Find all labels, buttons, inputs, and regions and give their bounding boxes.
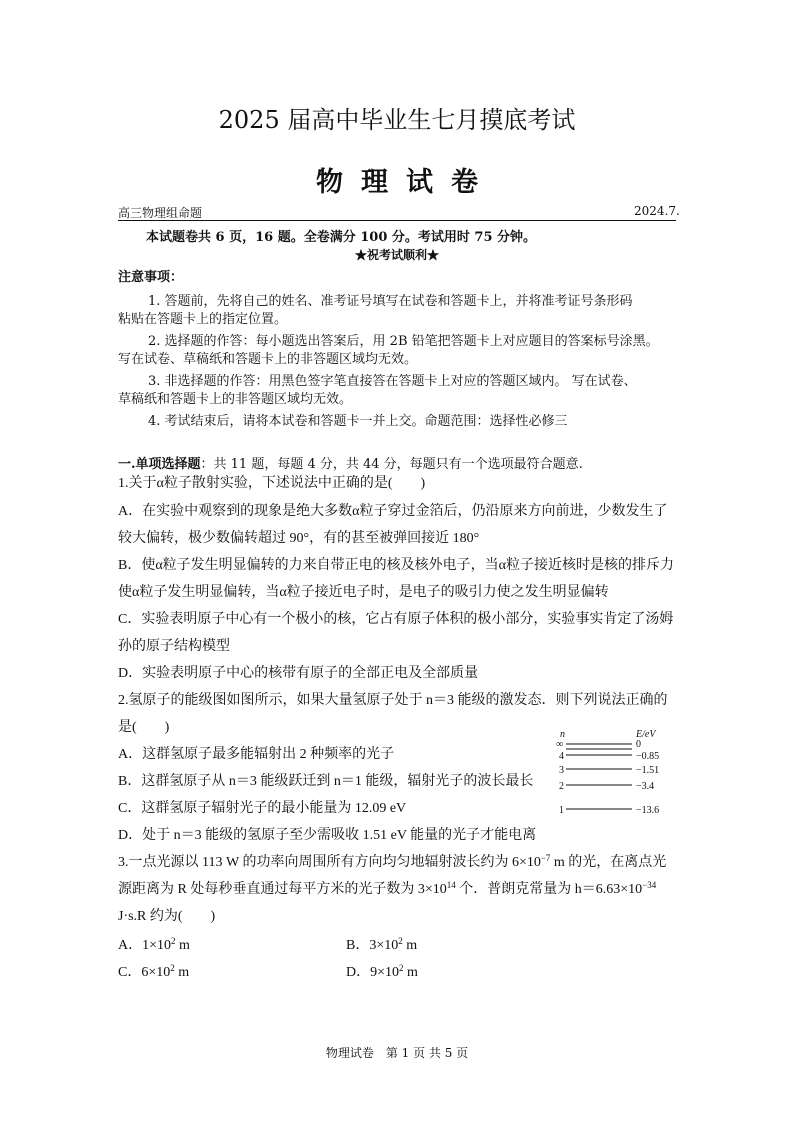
q1-option-b-line-1: B．使α粒子发生明显偏转的力来自带正电的核及核外电子，当α粒子接近核时是核的排斥力 bbox=[118, 558, 675, 573]
page-footer: 物理试卷 第 1 页 共 5 页 bbox=[325, 1046, 469, 1060]
q3-exponent-wavelength: −7 bbox=[540, 853, 551, 863]
q1-option-a-line-1: A．在实验中观察到的现象是绝大多数α粒子穿过金箔后，仍沿原来方向前进，少数发生了 bbox=[118, 504, 668, 519]
note-1-line-2: 粘贴在答题卡上的指定位置。 bbox=[118, 312, 288, 327]
committee-label: 高三物理组命题 bbox=[118, 206, 203, 220]
energy-level-diagram bbox=[552, 728, 672, 824]
note-1-line-1: 1. 答题前，先将自己的姓名、准考证号填写在试卷和答题卡上，并将准考证号条形码 bbox=[148, 294, 633, 309]
header-divider bbox=[118, 220, 676, 221]
note-2-line-1: 2. 选择题的作答：每小题选出答案后，用 2B 铅笔把答题卡上对应题目的答案标号涂黑。 bbox=[148, 334, 659, 349]
level-n-4: 4 bbox=[559, 751, 564, 762]
level-n-3: 3 bbox=[559, 765, 564, 776]
q3-stem-line-1 bbox=[118, 851, 666, 871]
q3-option-d bbox=[346, 961, 418, 981]
note-3-line-1: 3. 非选择题的作答：用黑色签字笔直接答在答题卡上对应的答题区域内。 写在试卷、 bbox=[148, 374, 637, 389]
exam-subject: 物理试卷 bbox=[316, 167, 496, 198]
notes-heading: 注意事项： bbox=[118, 270, 184, 285]
section-heading-desc: ：共 11 题，每题 4 分，共 44 分，每题只有一个选项最符合题意. bbox=[200, 457, 583, 472]
q3-line-2-b: 个．普朗克常量为 h＝6.63×10 bbox=[455, 882, 643, 897]
q2-stem-line-2: 是( ) bbox=[118, 720, 170, 735]
exam-info: 本试题卷共 6 页，16 题。全卷满分 100 分。考试用时 75 分钟。 bbox=[146, 230, 537, 245]
q3-stem-line-2 bbox=[118, 878, 656, 898]
note-3-line-2: 草稿纸和答题卡上的非答题区域均无效。 bbox=[118, 392, 353, 407]
level-n-2: 2 bbox=[559, 781, 564, 792]
q2-option-d: D．处于 n＝3 能级的氢原子至少需吸收 1.51 eV 能量的光子才能电离 bbox=[118, 828, 537, 843]
q3-option-c-unit: m bbox=[174, 965, 190, 980]
level-n-1: 1 bbox=[559, 805, 564, 816]
q1-option-a-line-2: 较大偏转，极少数偏转超过 90°，有的甚至被弹回接近 180° bbox=[118, 531, 480, 546]
q3-option-b-base: B．3×10 bbox=[346, 938, 399, 953]
q3-option-d-base: D．9×10 bbox=[346, 965, 400, 980]
q3-option-a bbox=[118, 934, 190, 954]
q3-option-d-unit: m bbox=[403, 965, 418, 980]
q2-option-c: C．这群氢原子辐射光子的最小能量为 12.09 eV bbox=[118, 801, 407, 816]
n-axis-label: n bbox=[560, 729, 565, 740]
q3-exponent-planck: −34 bbox=[642, 880, 657, 890]
energy-axis-label: E/eV bbox=[636, 729, 656, 740]
q3-option-d-exp: 2 bbox=[399, 963, 404, 973]
level-e-inf: 0 bbox=[636, 739, 641, 750]
exam-date: 2024.7. bbox=[634, 204, 680, 218]
q1-option-c-line-1: C．实验表明原子中心有一个极小的核，它占有原子体积的极小部分，实验事实肯定了汤姆 bbox=[118, 612, 674, 627]
note-2-line-2: 写在试卷、草稿纸和答题卡上的非答题区域均无效。 bbox=[118, 352, 418, 367]
q3-line-1-a: 3.一点光源以 113 W 的功率向周围所有方向均匀地辐射波长约为 6×10 bbox=[118, 855, 541, 870]
q1-option-d: D．实验表明原子中心的核带有原子的全部正电及全部质量 bbox=[118, 666, 479, 681]
q3-option-c-base: C．6×10 bbox=[118, 965, 171, 980]
blessing-text: ★祝考试顺利★ bbox=[354, 248, 439, 262]
level-e-3: −1.51 bbox=[636, 765, 660, 776]
q3-line-1-b: m 的光，在离点光 bbox=[550, 855, 667, 870]
q3-option-b-exp: 2 bbox=[398, 936, 403, 946]
q3-option-b bbox=[346, 934, 417, 954]
q3-option-a-base: A．1×10 bbox=[118, 938, 172, 953]
q3-exponent-count: 14 bbox=[446, 880, 456, 890]
q3-option-a-exp: 2 bbox=[171, 936, 176, 946]
q1-option-b-line-2: 使α粒子发生明显偏转，当α粒子接近电子时，是电子的吸引力使之发生明显偏转 bbox=[118, 585, 609, 600]
level-e-2: −3.4 bbox=[636, 781, 655, 792]
q3-option-c-exp: 2 bbox=[170, 963, 175, 973]
q3-line-2-a: 源距离为 R 处每秒垂直通过每平方米的光子数为 3×10 bbox=[118, 882, 447, 897]
q3-stem-line-3: J·s.R 约为( ) bbox=[118, 909, 216, 924]
q3-option-b-unit: m bbox=[402, 938, 418, 953]
q3-option-c bbox=[118, 961, 189, 981]
level-n-inf: ∞ bbox=[556, 739, 564, 750]
level-e-1: −13.6 bbox=[636, 805, 660, 816]
section-heading-label: 一.单项选择题 bbox=[118, 457, 201, 472]
q1-stem: 1.关于α粒子散射实验，下述说法中正确的是( ) bbox=[118, 476, 426, 491]
q2-option-b: B．这群氢原子从 n＝3 能级跃迁到 n＝1 能级，辐射光子的波长最长 bbox=[118, 774, 534, 789]
q2-option-a: A．这群氢原子最多能辐射出 2 种频率的光子 bbox=[118, 747, 395, 762]
section-heading bbox=[118, 453, 583, 472]
q2-stem-line-1: 2.氢原子的能级图如图所示，如果大量氢原子处于 n＝3 能级的激发态．则下列说法正确的 bbox=[118, 693, 668, 708]
note-4: 4. 考试结束后，请将本试卷和答题卡一并上交。命题范围：选择性必修三 bbox=[148, 414, 568, 429]
exam-title: 2025 届高中毕业生七月摸底考试 bbox=[218, 106, 576, 134]
q1-option-c-line-2: 孙的原子结构模型 bbox=[118, 639, 230, 654]
level-e-4: −0.85 bbox=[636, 751, 660, 762]
q3-option-a-unit: m bbox=[175, 938, 190, 953]
